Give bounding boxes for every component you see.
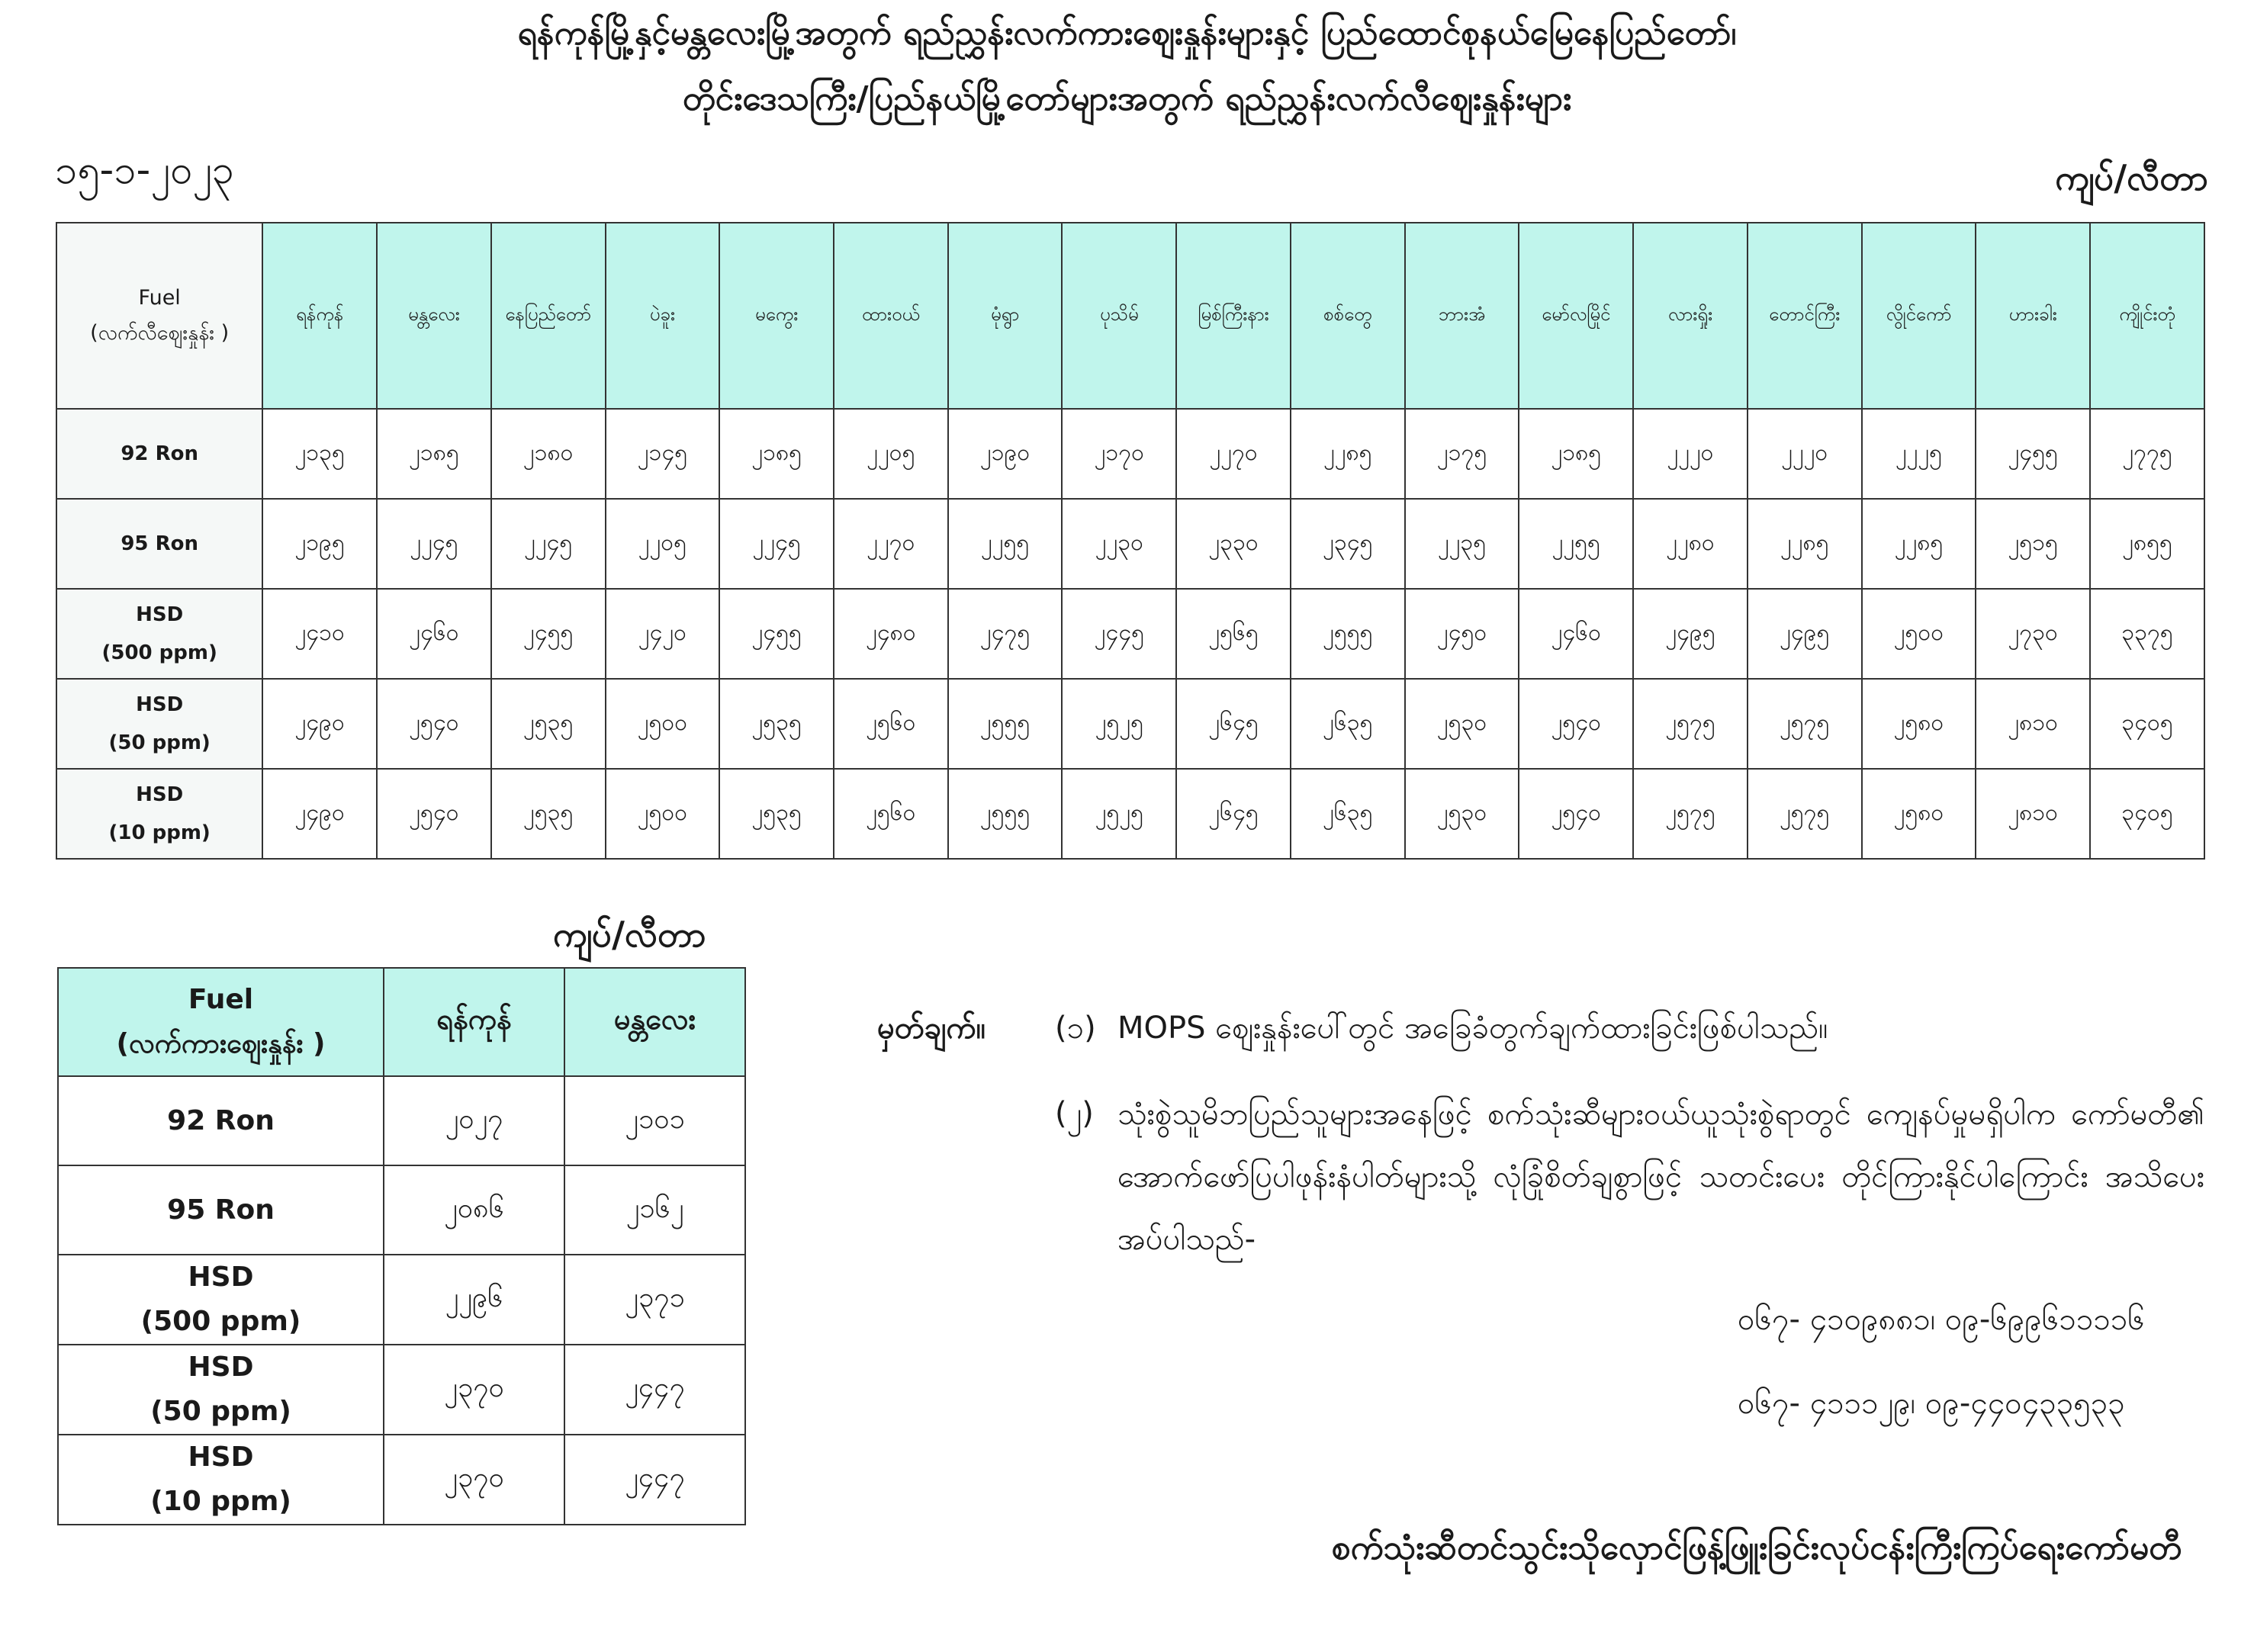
fuel-row <box>56 409 2204 499</box>
price-cell: ၂၄၂၀ <box>606 589 720 679</box>
price-cell: ၂၃၄၅ <box>1291 499 1405 589</box>
city-header: ဘားအံ <box>1405 223 1519 409</box>
price-cell: ၂၄၉၀ <box>262 769 377 859</box>
corner-label-line2: (လက်လီဈေးနှုန်း ) <box>90 321 230 345</box>
price-cell: ၂၄၆၀ <box>377 589 491 679</box>
fuel-type-label: HSD <box>136 603 184 626</box>
price-cell: ၂၄၈၀ <box>834 589 948 679</box>
notes-label: မှတ်ချက်။ <box>877 1011 986 1046</box>
fuel-type-cell <box>56 499 262 589</box>
page-title-line-1: ရန်ကုန်မြို့နှင့်မန္တလေးမြို့အတွက် ရည်ညွှန်းလက်ကားဈေးနှုန်းများနှင့် ပြည်ထောင်စုနယ်မြေနေပြည်တော်၊ <box>517 14 1737 53</box>
fuel-spec-label: (50 ppm) <box>150 1396 291 1427</box>
city-header: လွိုင်ကော် <box>1862 223 1976 409</box>
city-header: လားရှိုး <box>1633 223 1748 409</box>
city-header: ရန်ကုန် <box>262 223 377 409</box>
price-cell: ၂၄၅၅ <box>491 589 606 679</box>
fuel-row <box>58 1165 745 1255</box>
price-cell: ၂၄၉၅ <box>1748 589 1862 679</box>
price-cell: ၂၅၃၅ <box>491 679 606 769</box>
corner-label-line2: (လက်ကားဈေးနှုန်း ) <box>116 1028 326 1059</box>
price-cell: ၂၆၄၅ <box>1176 679 1291 769</box>
price-cell: ၂၃၇၀ <box>384 1435 564 1525</box>
issue-date: ၁၅-၁-၂၀၂၃ <box>55 147 234 193</box>
price-cell: ၂၅၃၀ <box>1405 679 1519 769</box>
price-cell: ၂၂၀၅ <box>834 409 948 499</box>
price-cell: ၂၁၉၅ <box>262 499 377 589</box>
price-cell: ၂၅၈၀ <box>1862 769 1976 859</box>
price-cell: ၂၅၄၀ <box>377 769 491 859</box>
retail-header-row <box>56 223 2204 409</box>
city-header: ကျိုင်းတုံ <box>2090 223 2204 409</box>
price-cell: ၂၈၅၅ <box>2090 499 2204 589</box>
price-cell: ၂၀၂၇ <box>384 1076 564 1165</box>
page-title-line-2: တိုင်းဒေသကြီး/ပြည်နယ်မြို့တော်များအတွက် ရည်ညွှန်းလက်လီဈေးနှုန်းများ <box>682 79 1572 118</box>
fuel-row <box>58 1345 745 1435</box>
fuel-spec-label: (10 ppm) <box>150 1486 291 1517</box>
fuel-type-label: HSD <box>136 693 184 716</box>
price-cell: ၂၅၆၅ <box>1176 589 1291 679</box>
city-header: ပဲခူး <box>606 223 720 409</box>
price-cell: ၂၅၃၀ <box>1405 769 1519 859</box>
price-cell: ၂၂၂၀ <box>1748 409 1862 499</box>
price-cell: ၂၈၁၀ <box>1976 769 2090 859</box>
retail-price-table <box>56 222 2205 860</box>
fuel-type-label: HSD <box>188 1441 254 1473</box>
price-cell: ၂၄၉၅ <box>1633 589 1748 679</box>
fuel-type-label: 95 Ron <box>167 1194 275 1226</box>
price-cell: ၂၅၁၅ <box>1976 499 2090 589</box>
fuel-spec-label: (500 ppm) <box>140 1306 301 1337</box>
price-cell: ၂၅၃၅ <box>491 769 606 859</box>
committee-signature: စက်သုံးဆီတင်သွင်းသိုလှောင်ဖြန့်ဖြူးခြင်းလုပ်ငန်းကြီးကြပ်ရေးကော်မတီ <box>1331 1528 2182 1567</box>
price-cell: ၂၅၅၅ <box>948 769 1063 859</box>
price-cell: ၂၁၉၀ <box>948 409 1063 499</box>
note-text: MOPS ဈေးနှုန်းပေါ်တွင် အခြေခံတွက်ချက်ထားခြင်းဖြစ်ပါသည်။ <box>1117 1011 1828 1046</box>
fuel-row <box>58 1076 745 1165</box>
price-cell: ၂၆၄၅ <box>1176 769 1291 859</box>
price-cell: ၂၅၀၀ <box>606 769 720 859</box>
price-cell: ၂၅၄၀ <box>377 679 491 769</box>
price-cell: ၃၄၀၅ <box>2090 769 2204 859</box>
fuel-type-label: 92 Ron <box>121 442 198 465</box>
price-cell: ၂၅၇၅ <box>1633 679 1748 769</box>
fuel-type-label: HSD <box>136 783 184 806</box>
price-cell: ၂၅၃၅ <box>719 769 834 859</box>
price-cell: ၂၂၈၅ <box>1748 499 1862 589</box>
fuel-type-cell <box>58 1255 384 1345</box>
price-cell: ၂၃၇၀ <box>384 1345 564 1435</box>
price-cell: ၂၁၀၁ <box>564 1076 745 1165</box>
price-cell: ၂၂၄၅ <box>377 499 491 589</box>
wholesale-unit-label: ကျပ်/လီတာ <box>553 914 706 955</box>
price-cell: ၂၄၉၀ <box>262 679 377 769</box>
price-cell: ၂၁၃၅ <box>262 409 377 499</box>
note-text: သုံးစွဲသူမိဘပြည်သူများအနေဖြင့် စက်သုံးဆီများဝယ်ယူသုံးစွဲရာတွင် ကျေနပ်မှုမရှိပါက ကော်မတီ၏ အောက်ဖော်ပြပါဖုန်းနံပါတ်များသို့ လုံခြုံစိတ်ချစွာဖြင့် သတင်းပေး တိုင်ကြားနိုင်ပါကြောင်း အသိပေးအပ်ပါသည်- <box>1117 1097 2204 1257</box>
price-cell: ၂၁၄၅ <box>606 409 720 499</box>
city-header: ဟားခါး <box>1976 223 2090 409</box>
price-cell: ၂၅၆၀ <box>834 679 948 769</box>
corner-label-line1: Fuel <box>138 286 181 310</box>
city-header: စစ်တွေ <box>1291 223 1405 409</box>
price-cell: ၂၇၇၅ <box>2090 409 2204 499</box>
price-cell: ၂၅၂၅ <box>1062 769 1176 859</box>
fuel-row <box>56 589 2204 679</box>
fuel-row <box>56 499 2204 589</box>
note-number: (၁) <box>1055 1011 1096 1046</box>
fuel-type-cell <box>56 589 262 679</box>
fuel-type-cell <box>56 679 262 769</box>
price-cell: ၂၂၂၅ <box>1862 409 1976 499</box>
fuel-type-label: HSD <box>188 1261 254 1293</box>
price-cell: ၂၂၄၅ <box>719 499 834 589</box>
price-cell: ၂၂၀၅ <box>606 499 720 589</box>
price-cell: ၂၆၃၅ <box>1291 679 1405 769</box>
fuel-type-cell <box>58 1435 384 1525</box>
city-header: ထားဝယ် <box>834 223 948 409</box>
price-cell: ၂၄၇၅ <box>948 589 1063 679</box>
fuel-type-cell <box>58 1165 384 1255</box>
fuel-type-label: HSD <box>188 1351 254 1383</box>
city-header: ရန်ကုန် <box>384 968 564 1076</box>
price-cell: ၂၂၅၅ <box>1519 499 1633 589</box>
city-header: နေပြည်တော် <box>491 223 606 409</box>
wholesale-corner-header <box>58 968 384 1076</box>
fuel-spec-label: (500 ppm) <box>101 641 217 664</box>
fuel-row <box>58 1435 745 1525</box>
price-cell: ၂၁၇၀ <box>1062 409 1176 499</box>
fuel-type-cell <box>56 409 262 499</box>
price-cell: ၂၂၃၀ <box>1062 499 1176 589</box>
fuel-type-cell <box>58 1076 384 1165</box>
price-cell: ၂၅၇၅ <box>1748 769 1862 859</box>
price-cell: ၂၇၃၀ <box>1976 589 2090 679</box>
price-cell: ၂၄၄၇ <box>564 1345 745 1435</box>
price-cell: ၂၂၃၅ <box>1405 499 1519 589</box>
price-cell: ၂၄၆၀ <box>1519 589 1633 679</box>
fuel-type-cell <box>56 769 262 859</box>
retail-corner-header <box>56 223 262 409</box>
price-cell: ၂၆၃၅ <box>1291 769 1405 859</box>
city-header: မန္တလေး <box>377 223 491 409</box>
price-cell: ၂၁၈၅ <box>1519 409 1633 499</box>
price-cell: ၂၅၅၅ <box>948 679 1063 769</box>
wholesale-price-table <box>57 967 746 1525</box>
fuel-type-label: 95 Ron <box>121 532 198 555</box>
corner-label-line1: Fuel <box>188 984 254 1015</box>
fuel-spec-label: (50 ppm) <box>108 731 211 754</box>
price-cell: ၂၅၅၅ <box>1291 589 1405 679</box>
price-cell: ၃၄၀၅ <box>2090 679 2204 769</box>
retail-unit-label: ကျပ်/လီတာ <box>2055 157 2208 198</box>
fuel-row <box>56 679 2204 769</box>
city-header: မုံရွာ <box>948 223 1063 409</box>
price-cell: ၂၅၆၀ <box>834 769 948 859</box>
price-cell: ၂၃၇၁ <box>564 1255 745 1345</box>
price-cell: ၂၃၃၀ <box>1176 499 1291 589</box>
price-cell: ၂၈၁၀ <box>1976 679 2090 769</box>
city-header: မန္တလေး <box>564 968 745 1076</box>
fuel-row <box>58 1255 745 1345</box>
city-header: မကွေး <box>719 223 834 409</box>
price-cell: ၂၄၅၀ <box>1405 589 1519 679</box>
price-cell: ၂၁၈၅ <box>377 409 491 499</box>
fuel-spec-label: (10 ppm) <box>108 821 211 844</box>
price-cell: ၂၅၇၅ <box>1748 679 1862 769</box>
city-header: မော်လမြိုင် <box>1519 223 1633 409</box>
fuel-row <box>56 769 2204 859</box>
price-cell: ၂၄၄၇ <box>564 1435 745 1525</box>
price-cell: ၂၄၅၅ <box>719 589 834 679</box>
price-cell: ၂၅၈၀ <box>1862 679 1976 769</box>
price-cell: ၂၂၉၆ <box>384 1255 564 1345</box>
price-cell: ၂၁၈၅ <box>719 409 834 499</box>
city-header: ပုသိမ် <box>1062 223 1176 409</box>
city-header: မြစ်ကြီးနား <box>1176 223 1291 409</box>
price-cell: ၂၄၅၅ <box>1976 409 2090 499</box>
fuel-type-cell <box>58 1345 384 1435</box>
price-cell: ၂၁၇၅ <box>1405 409 1519 499</box>
price-cell: ၂၅၃၅ <box>719 679 834 769</box>
city-header: တောင်ကြီး <box>1748 223 1862 409</box>
phone-numbers: ၀၆၇- ၄၁၁၁၂၉၊ ၀၉-၄၄၀၄၃၃၅၃၃ <box>1738 1386 2125 1421</box>
price-cell: ၂၅၄၀ <box>1519 769 1633 859</box>
price-cell: ၂၅၀၀ <box>1862 589 1976 679</box>
price-cell: ၂၄၁၀ <box>262 589 377 679</box>
note-number: (၂) <box>1055 1096 1094 1131</box>
price-cell: ၂၁၆၂ <box>564 1165 745 1255</box>
price-cell: ၂၅၂၅ <box>1062 679 1176 769</box>
price-cell: ၂၀၈၆ <box>384 1165 564 1255</box>
price-cell: ၂၂၈၀ <box>1633 499 1748 589</box>
price-cell: ၂၂၈၅ <box>1291 409 1405 499</box>
fuel-type-label: 92 Ron <box>167 1104 275 1136</box>
price-cell: ၃၃၇၅ <box>2090 589 2204 679</box>
price-cell: ၂၅၄၀ <box>1519 679 1633 769</box>
wholesale-header-row <box>58 968 745 1076</box>
price-cell: ၂၂၄၅ <box>491 499 606 589</box>
price-cell: ၂၄၄၅ <box>1062 589 1176 679</box>
phone-numbers: ၀၆၇- ၄၁၀၉၈၈၁၊ ၀၉-၆၉၉၆၁၁၁၁၆ <box>1738 1302 2145 1337</box>
price-cell: ၂၅၇၅ <box>1633 769 1748 859</box>
price-cell: ၂၂၅၅ <box>948 499 1063 589</box>
price-cell: ၂၁၈၀ <box>491 409 606 499</box>
price-cell: ၂၂၂၀ <box>1633 409 1748 499</box>
price-cell: ၂၂၈၅ <box>1862 499 1976 589</box>
price-cell: ၂၅၀၀ <box>606 679 720 769</box>
price-cell: ၂၂၇၀ <box>834 499 948 589</box>
price-cell: ၂၂၇၀ <box>1176 409 1291 499</box>
